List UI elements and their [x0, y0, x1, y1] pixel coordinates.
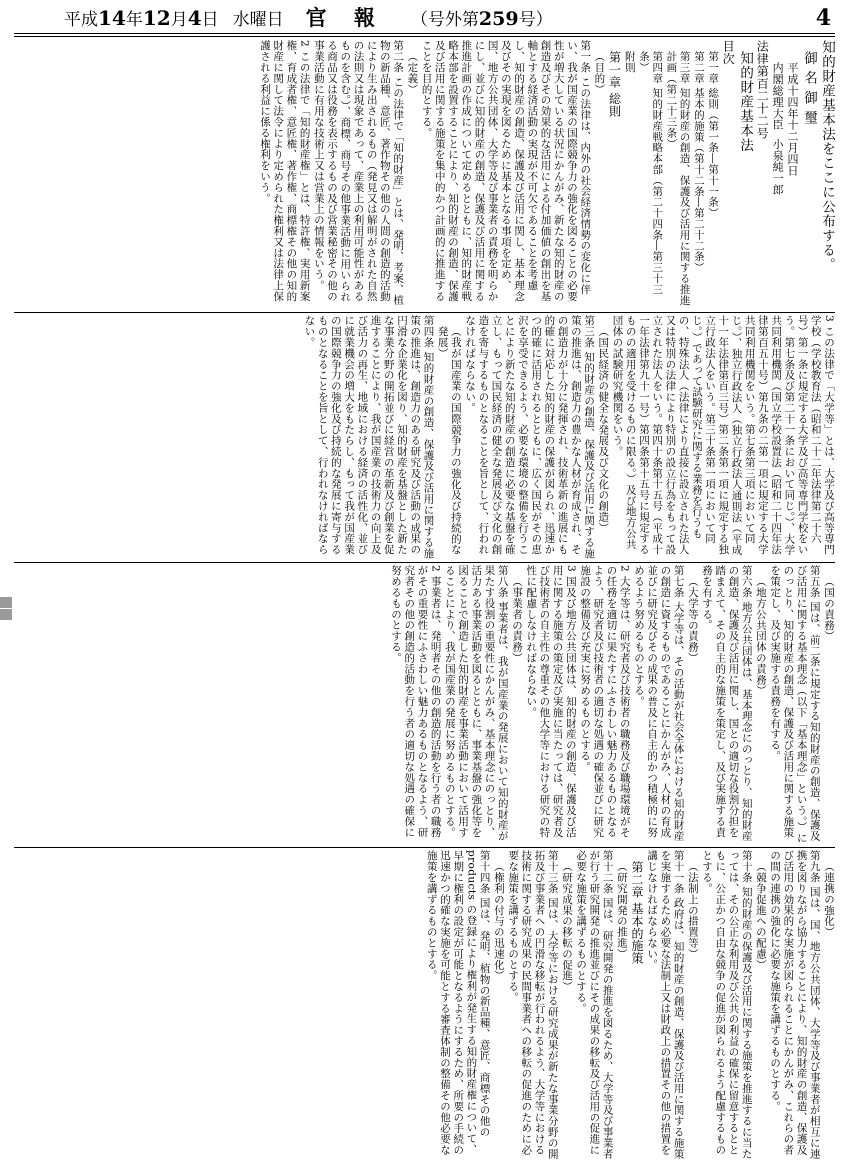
article-body: 第七条 大学等は、その活動が社会全体における知的財産の創造に資するものであることにかんがみ、人材の育成並びに研究及びその成果の普及に自主的かつ積極的に努めるよう努めるものとする。 — [632, 565, 685, 842]
article-subheading: （事業者の責務） — [510, 576, 523, 664]
article-subheading: （大学等の責務） — [686, 576, 699, 664]
article-body: 第一条 この法律は、内外の社会経済情勢の変化に伴い、我が国産業の国際競争力の強化を図ることの必要性が増大している状況にかんがみ、新たな知的財産の創造及びその効果的な活用による付加価値の創出を基軸とする経済活動の実現が不可欠であることを考慮し、知的財産の創造、保護及び活用に関し、基本理念及びその実現を図るために基本となる事項を定め、国、地方公共団体、大学等及び事業者の責務を明らかにし、並びに知的財産の創造、保護及び活用に関する推進計画の作成について定めるとともに、知的財産戦略本部を設置することにより、知的財産の創造、保護及び活用に関する施策を集中的かつ計画的に推進することを目的とする。 — [420, 40, 592, 302]
toc-heading: 目次 — [721, 40, 736, 65]
header-rule-bottom — [14, 36, 835, 37]
weekday-label: 水曜日 — [232, 10, 284, 30]
article-body: 第九条 国は、国、地方公共団体、大学等及び事業者が相互に連携を図りながら協力することにより、知的財産の創造、保護及び活用の効果的な実施が図られることにかんがみ、これらの者の間の連携の強化に必要な施策を講ずるものとする。 — [769, 850, 821, 1159]
chapter-heading: 第一章 総則 — [607, 51, 622, 118]
article-subheading: （法制上の措置等） — [686, 861, 699, 960]
band-separator — [14, 847, 835, 848]
article-body: 第十三条 国は、大学等における研究成果が新たな事業分野の開拓及び事業者への円滑な移転が行われるよう、大学等における技術に関する研究成果の民間事業者への移転の促進のために必要な施策を講ずるものとする。 — [507, 850, 559, 1159]
article-subheading: （研究開発の推進） — [615, 861, 628, 960]
gazette-title: 官 報 — [305, 5, 385, 30]
page-number: 4 — [815, 5, 831, 31]
chapter-heading: 第二章 基本的施策 — [629, 861, 644, 965]
article-subheading: （目的） — [593, 51, 606, 95]
article-body: 3 国及び地方公共団体は、知的財産の創造、保護及び活用に関する施策の策定及び実施に当たっては、研究者及び技術者の自主性の尊重その他大学等における研究の特性に配慮しなければならない。 — [525, 565, 577, 838]
article-subheading: （競争促進への配慮） — [754, 861, 767, 970]
scan-edge-mark — [0, 597, 12, 608]
law-title: 知的財産基本法 — [737, 51, 754, 153]
text-band-2 — [14, 315, 835, 560]
article-body: 第十四条 国は、発明、植物の新品種、意匠、商標その他の products の登録により権利が発生する知的財産権について、早期に権利の設定が可能となるようにするため、所要の手続の迅速かつ的確な実施を可能とする審査体制の整備その他必要な施策を講ずるものとする。 — [425, 850, 491, 1156]
article-body: 第十一条 政府は、知的財産の創造、保護及び活用に関する施策を実施するため必要な法制上又は財政上の措置その他の措置を講じなければならない。 — [646, 850, 685, 1159]
article-subheading: （研究成果の移転の促進） — [560, 861, 573, 992]
article-body: 3 この法律で「大学等」とは、大学及び高等専門学校（学校教育法（昭和二十二年法律第二十六号）第一条に規定する大学及び高等専門学校をいう。第七条及び第二十一条において同じ。）、大学共同利用機関（国立学校設置法（昭和二十四年法律第百五十号）第九条の二第一項に規定する大学共同利用機関をいう。第七条第三項において同じ。）、独立行政法人（独立行政法人通則法（平成十一年法律第百三号）第二条第一項に規定する独立行政法人をいう。第三十条第一項において同じ。）であって試験研究に関する業務を行うもの、特殊法人（法律により直接に設立された法人又は特別の法律により特別の設立行為をもって設立された法人をいう。第四十条第十五号（平成十一年法律第九十一号）第四条第十五号に規定するものの適用を受けるものに限る。）及び地方公共団体の試験研究機関をいう。 — [611, 315, 835, 556]
prime-minister-line: 内閣総理大臣 小泉純一郎 — [771, 62, 785, 196]
header-rule-top — [14, 33, 835, 34]
publication-date: 平成14年12月4日 — [64, 6, 219, 30]
date-line: 平成十四年十二月四日 — [786, 62, 799, 176]
toc-item: 第四章 知的財産戦略本部（第二十四条―第三十三条） — [637, 51, 664, 295]
article-body: 第十条 知的財産の保護及び活用に関する施策を推進するに当たっては、その公正な利用及び公共の利益の確保に留意するとともに、公正かつ自由な競争の促進が図られるよう配慮するものとする。 — [701, 850, 753, 1159]
text-band-3 — [14, 565, 835, 845]
scan-edge-mark — [0, 609, 12, 620]
article-body: 第六条 地方公共団体は、基本理念にのっとり、知的財産の創造、保護及び活用に関し、国との適切な役割分担を踏まえて、その自主的な施策を策定し、及び実施する責務を有する。 — [701, 565, 753, 842]
issue-number: （号外第259号） — [410, 8, 553, 30]
article-body: 第十二条 国は、研究開発の推進を図るため、大学等及び事業者が行う研究開発の推進並びにその成果の移転及び活用の促進に必要な施策を講ずるものとする。 — [575, 850, 614, 1159]
text-band-4 — [14, 850, 835, 1165]
page-header — [0, 0, 849, 34]
proclamation-line: 知的財産基本法をここに公布する。 — [819, 40, 835, 272]
band-separator — [14, 562, 835, 563]
article-subheading: （定義） — [406, 51, 419, 95]
article-body: 2 この法律で「知的財産権」とは、特許権、実用新案権、育成者権、意匠権、著作権、商標権その他の知的財産に関して法令により定められた権利又は法律上保護される利益に係る権利をいう。 — [258, 40, 311, 302]
toc-item: 第一章 総則（第一条―第十一条） — [707, 51, 720, 219]
imperial-seal-line: 御 名 御 璽 — [801, 51, 817, 125]
article-body: 第三条 知的財産の創造、保護及び活用に関する施策の推進は、創造力の豊かな人材が育成され、その創造力が十分に発揮され、技術革新の進展にも的確に対応した知的財産の保護が図られ、迅速かつ的確に活用されるとともに、広く国民がその恵沢を享受できるよう、必要な環境の整備を行うことにより新たな知的財産の創造に必要な基盤を確立し、もって国民経済の健全な発展及び文化の創造を寄与するものとなることを旨として、行われなければならない。 — [464, 315, 596, 559]
article-body: 第八条 事業者は、我が国産業の発展において知的財産が果たす役割の重要性にかんがみ、基本理念にのっとり、活力ある事業活動を図るとともに、事業基盤の強化等を図ることで創造した知的財産を事業活動において活用することにより、我が国産業の発展に努めるものとする。 — [443, 565, 509, 842]
toc-item: 附則 — [623, 51, 636, 73]
article-subheading: （地方公共団体の責務） — [754, 576, 767, 696]
article-subheading: （権利の付与の迅速化） — [492, 861, 505, 981]
article-subheading: （連携の強化） — [823, 861, 835, 938]
law-number: 法律第百二十二号 — [755, 40, 770, 140]
article-body: 第四条 知的財産の創造、保護及び活用に関する施策の推進は、創造力のある研究及び活動の成果の円滑な企業化を図り、知的財産を基盤とした新たな事業分野の開拓並びに経営の革新及び創業を促進することにより、我が国産業の技術力の向上及び活力の再生、地域における経済の活性化、並びに就業機会の増大をもたらし、もって我が国産業の国際競争力の強化及び持続的な発展に寄与するものとなることを旨として、行われなければならない。 — [303, 315, 435, 559]
toc-item: 第二章 基本的施策（第十二条―第二十二条） — [692, 51, 705, 273]
article-body: 2 大学等は、研究者及び技術者の職務及び職場環境がその任務を適切に果たすにふさわしい魅力あるものとなるよう、研究者及び技術者の適切な処遇の確保並びに研究施設の整備及び充実に努めるものとする。 — [579, 565, 631, 838]
article-body: 2 事業者は、発明者その他の創造的活動を行う者の職務がその重要性にふさわしい魅力あるものとなるよう、研究者その他の創造的活動を行う者の適切な処遇の確保に努めるものとする。 — [390, 565, 442, 838]
article-body: 第五条 国は、前二条に規定する知的財産の創造、保護及び活用に関する基本理念（以下「基本理念」という。）にのっとり、知的財産の創造、保護及び活用に関する施策を策定し、及び実施する責務を有する。 — [769, 565, 821, 844]
article-subheading: （国の責務） — [823, 576, 835, 642]
band-separator — [14, 312, 835, 313]
toc-item: 第三章 知的財産の創造、保護及び活用に関する推進計画（第二十三条） — [665, 51, 691, 306]
text-band-1 — [14, 40, 835, 310]
article-subheading: （国民経済の健全な発展及び文化の創造） — [597, 326, 610, 534]
article-subheading: （我が国産業の国際競争力の強化及び持続的な発展） — [436, 326, 462, 555]
article-body: 第二条 この法律で「知的財産」とは、発明、考案、植物の新品種、意匠、著作物その他の人間の創造的活動により生み出されるもの（発見又は解明がされた自然の法則又は現象であって、産業上の利用可能性があるものを含む。）、商標、商号その他事業活動に用いられる商品又は役務を表示するもの及び営業秘密その他の事業活動に有用な技術上又は営業上の情報をいう。 — [312, 40, 405, 306]
